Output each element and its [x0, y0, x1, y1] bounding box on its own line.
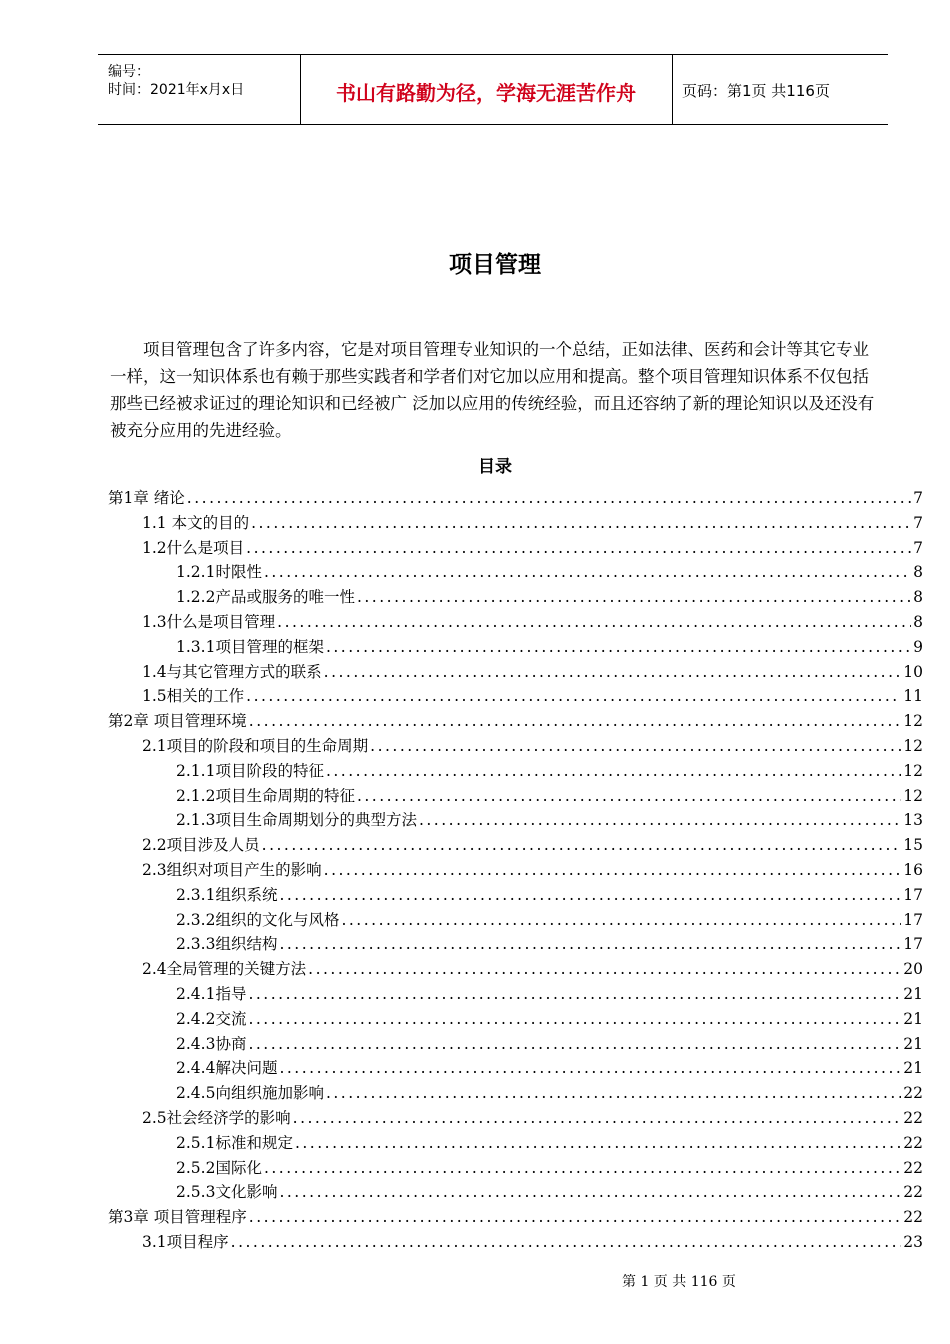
toc-dot-leader [326, 635, 911, 660]
toc-entry-page: 22 [903, 1158, 923, 1177]
header-motto-cell [300, 55, 673, 124]
toc-entry[interactable] [108, 1056, 923, 1081]
toc-entry[interactable] [108, 1156, 923, 1181]
toc-entry-page: 22 [903, 1208, 923, 1227]
toc-dot-leader [326, 759, 901, 784]
document-title: 项目管理 [449, 252, 541, 278]
toc-entry[interactable] [108, 908, 923, 933]
header-meta-cell [98, 55, 301, 124]
toc-entry-title: 第2章 项目管理环境 [108, 712, 247, 731]
toc-entry[interactable] [108, 957, 923, 982]
toc-entry-title: 2.3.3组织结构 [176, 935, 278, 954]
toc-entry[interactable] [108, 1007, 923, 1032]
toc-entry-title: 2.2项目涉及人员 [142, 836, 260, 855]
toc-entry-page: 21 [903, 1059, 923, 1078]
toc-entry-page: 22 [903, 1133, 923, 1152]
toc-entry-page: 23 [903, 1232, 923, 1251]
toc-dot-leader [357, 784, 901, 809]
toc-entry[interactable] [108, 1032, 923, 1057]
header-table [98, 54, 888, 125]
toc-dot-leader [357, 585, 911, 610]
toc-entry[interactable] [108, 833, 923, 858]
toc-dot-leader [277, 610, 911, 635]
toc-entry-page: 22 [903, 1183, 923, 1202]
toc-entry-page: 7 [913, 538, 923, 557]
toc-entry[interactable] [108, 486, 923, 511]
toc-dot-leader [324, 858, 902, 883]
toc-entry-title: 1.1 本文的目的 [142, 513, 250, 532]
toc-entry-title: 1.2.2产品或服务的唯一性 [176, 588, 355, 607]
toc-dot-leader [187, 486, 911, 511]
date-label: 时间：2021年x月x日 [108, 82, 245, 98]
toc-dot-leader [279, 1056, 901, 1081]
toc-entry[interactable] [108, 1180, 923, 1205]
toc-dot-leader [264, 1156, 901, 1181]
toc-entry[interactable] [108, 1081, 923, 1106]
toc-entry[interactable] [108, 536, 923, 561]
toc-entry-page: 9 [913, 637, 923, 656]
toc-entry-title: 2.4.4解决问题 [176, 1059, 278, 1078]
toc-entry[interactable] [108, 660, 923, 685]
toc-entry-title: 2.3.2组织的文化与风格 [176, 910, 340, 929]
toc-entry-title: 2.4全局管理的关键方法 [142, 960, 307, 979]
toc-entry-title: 2.1.3项目生命周期划分的典型方法 [176, 811, 417, 830]
toc-entry[interactable] [108, 883, 923, 908]
toc-entry-title: 2.4.3协商 [176, 1034, 247, 1053]
toc-dot-leader [248, 1032, 901, 1057]
toc-entry-page: 17 [903, 910, 923, 929]
toc-entry-title: 1.5相关的工作 [142, 687, 245, 706]
toc-entry-page: 12 [903, 761, 923, 780]
toc-entry[interactable] [108, 982, 923, 1007]
toc-entry-title: 2.3.1组织系统 [176, 885, 278, 904]
toc-entry[interactable] [108, 1106, 923, 1131]
toc-dot-leader [246, 536, 911, 561]
toc-dot-leader [231, 1230, 902, 1255]
toc-entry[interactable] [108, 585, 923, 610]
toc-entry[interactable] [108, 610, 923, 635]
toc-entry-page: 7 [913, 513, 923, 532]
toc-dot-leader [419, 808, 901, 833]
toc-dot-leader [279, 1180, 901, 1205]
toc-entry-page: 13 [903, 811, 923, 830]
toc-entry-title: 第1章 绪论 [108, 489, 185, 507]
toc-entry-page: 11 [903, 687, 923, 706]
toc-dot-leader [279, 883, 901, 908]
toc-entry-page: 8 [913, 588, 923, 607]
toc-entry[interactable] [108, 635, 923, 660]
toc-dot-leader [248, 982, 901, 1007]
toc-entry-title: 2.4.2交流 [176, 1009, 247, 1028]
toc-entry-page: 16 [903, 860, 923, 879]
toc-entry-title: 2.3组织对项目产生的影响 [142, 860, 322, 879]
toc-entry-title: 2.1.1项目阶段的特征 [176, 761, 324, 780]
toc-entry-page: 8 [913, 612, 923, 631]
toc-dot-leader [249, 1205, 901, 1230]
page-footer: 第 1 页 共 116 页 [622, 1274, 736, 1290]
toc-dot-leader [308, 957, 901, 982]
toc-entry-title: 1.4与其它管理方式的联系 [142, 662, 322, 681]
toc-entry-title: 第3章 项目管理程序 [108, 1208, 247, 1227]
toc-entry-title: 2.5.3文化影响 [176, 1183, 278, 1202]
table-of-contents [108, 486, 923, 1255]
toc-entry[interactable] [108, 784, 923, 809]
toc-entry[interactable] [108, 808, 923, 833]
toc-dot-leader [295, 1131, 901, 1156]
toc-dot-leader [279, 932, 901, 957]
toc-dot-leader [249, 709, 901, 734]
toc-dot-leader [326, 1081, 901, 1106]
toc-entry[interactable] [108, 734, 923, 759]
toc-entry-title: 2.5社会经济学的影响 [142, 1108, 291, 1127]
motto: 书山有路勤为径，学海无涯苦作舟 [336, 81, 636, 105]
toc-entry-page: 17 [903, 935, 923, 954]
toc-entry-page: 8 [913, 563, 923, 582]
toc-dot-leader [248, 1007, 901, 1032]
toc-entry-page: 21 [903, 1034, 923, 1053]
toc-entry-page: 12 [903, 786, 923, 805]
toc-entry-page: 7 [913, 489, 923, 507]
toc-entry-page: 17 [903, 885, 923, 904]
toc-entry[interactable] [108, 759, 923, 784]
toc-entry[interactable] [108, 1205, 923, 1230]
toc-entry[interactable] [108, 858, 923, 883]
number-label: 编号： [108, 64, 150, 80]
toc-dot-leader [324, 660, 902, 685]
toc-entry-title: 1.3.1项目管理的框架 [176, 637, 324, 656]
toc-entry[interactable] [108, 709, 923, 734]
toc-entry-page: 15 [903, 836, 923, 855]
toc-entry[interactable] [108, 560, 923, 585]
toc-dot-leader [370, 734, 901, 759]
toc-dot-leader [264, 560, 911, 585]
toc-entry[interactable] [108, 1230, 923, 1255]
toc-dot-leader [341, 908, 901, 933]
toc-entry-page: 22 [903, 1108, 923, 1127]
toc-entry-page: 12 [903, 736, 923, 755]
toc-entry-title: 2.5.2国际化 [176, 1158, 262, 1177]
toc-entry-page: 20 [903, 960, 923, 979]
toc-entry-title: 2.5.1标准和规定 [176, 1133, 293, 1152]
toc-dot-leader [246, 684, 901, 709]
toc-entry-title: 2.4.5向组织施加影响 [176, 1084, 324, 1103]
toc-entry-title: 1.2.1时限性 [176, 563, 262, 582]
toc-entry-page: 10 [903, 662, 923, 681]
header-page-cell [672, 55, 888, 124]
toc-entry-title: 3.1项目程序 [142, 1232, 229, 1251]
toc-entry-page: 21 [903, 984, 923, 1003]
toc-entry-title: 2.1.2项目生命周期的特征 [176, 786, 355, 805]
page-label: 页码：第1页 共116页 [682, 82, 830, 100]
toc-entry-title: 2.1项目的阶段和项目的生命周期 [142, 736, 369, 755]
toc-entry-page: 12 [903, 712, 923, 731]
toc-dot-leader [262, 833, 902, 858]
toc-entry[interactable] [108, 511, 923, 536]
toc-dot-leader [293, 1106, 902, 1131]
toc-entry[interactable] [108, 932, 923, 957]
toc-entry[interactable] [108, 1131, 923, 1156]
toc-entry-page: 22 [903, 1084, 923, 1103]
toc-entry-title: 1.2什么是项目 [142, 538, 245, 557]
toc-entry-title: 2.4.1指导 [176, 984, 247, 1003]
toc-entry[interactable] [108, 684, 923, 709]
toc-entry-page: 21 [903, 1009, 923, 1028]
toc-title: 目录 [478, 457, 512, 477]
intro-paragraph: 项目管理包含了许多内容，它是对项目管理专业知识的一个总结，正如法律、医药和会计等其它专业一样，这一知识体系也有赖于那些实践者和学者们对它加以应用和提高。整个项目管理知识体系不仅包括那些已经被求证过的理论知识和已经被广 泛加以应用的传统经验，而且还容纳了新的理论知识以及还没有被充分应用的先进经验。 [110, 340, 875, 440]
toc-entry-title: 1.3什么是项目管理 [142, 612, 276, 631]
toc-dot-leader [251, 511, 911, 536]
